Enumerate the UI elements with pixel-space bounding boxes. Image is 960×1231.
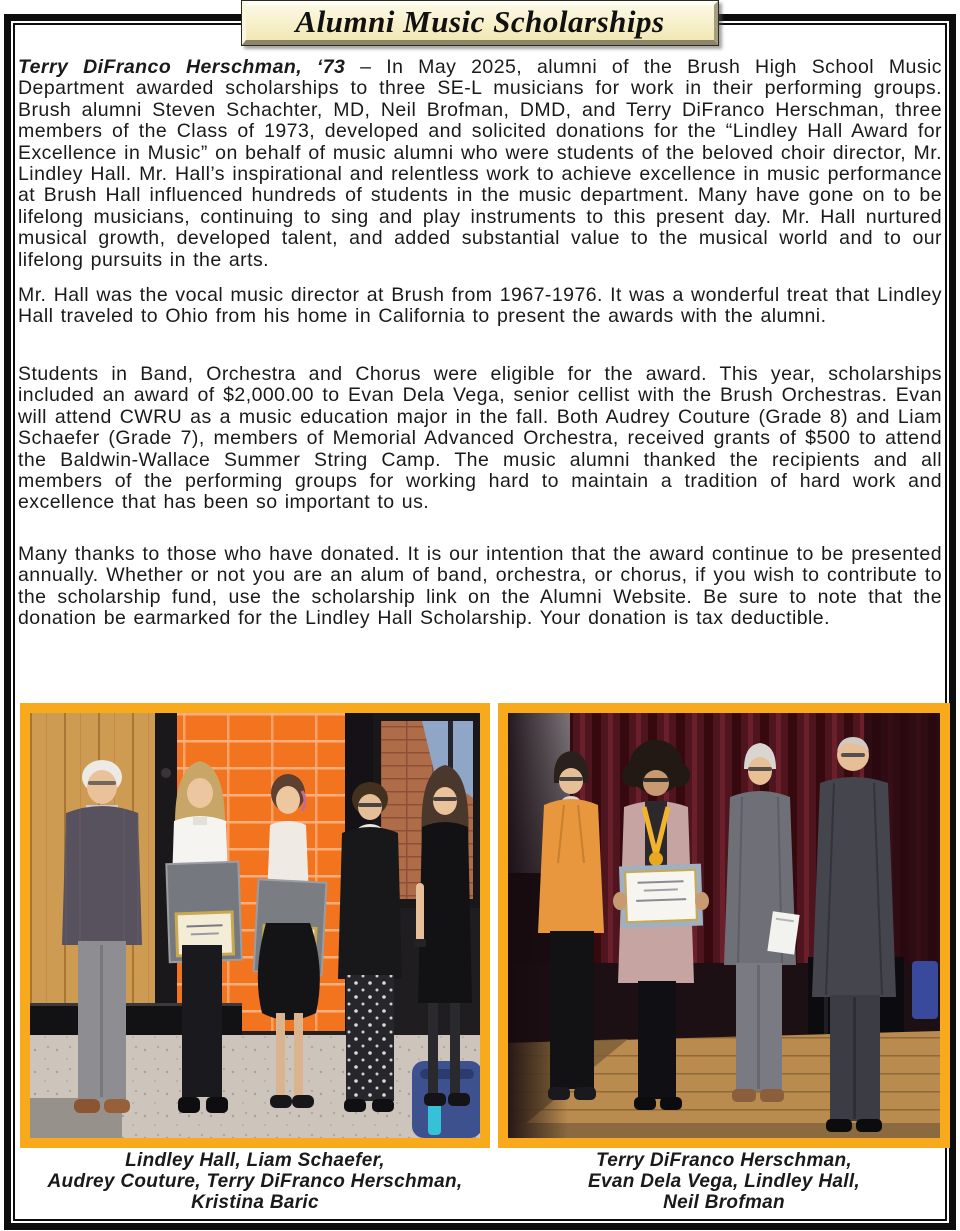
paragraph-awards: Students in Band, Orchestra and Chorus were eligible for the award. This year, scholarships included an award of $2,000.00 to Evan Dela Vega, senior cellist with the Brush Orchestras. Evan will attend CWRU as a music education major in the fall. Both Audrey Couture (Grade 8) and Liam Schaefer (Grade 7), members of Memorial Advanced Orchestra, received grants of $500 to attend the Baldwin-Wallace Summer String Camp. The music alumni thanked the recipients and all members of the performing groups for working hard to maintain a tradition of hard work and excellence that has been so important to us. <box>18 362 942 514</box>
certificate-evan <box>619 864 703 929</box>
byline-lead: Terry DiFranco Herschman, ‘73 <box>18 56 346 78</box>
caption-line: Lindley Hall, Liam Schaefer, <box>125 1150 385 1171</box>
caption-line: Evan Dela Vega, Lindley Hall, <box>588 1171 860 1192</box>
photo-right-stage <box>498 703 950 1148</box>
caption-right-photo <box>498 1150 950 1213</box>
caption-row <box>20 1150 950 1213</box>
left-photo-illustration <box>30 713 480 1138</box>
award-papers <box>767 911 799 954</box>
person-terry-herschman-left <box>338 782 402 1112</box>
paragraph-intro <box>18 57 942 271</box>
caption-line: Audrey Couture, Terry DiFranco Herschman, <box>47 1171 463 1192</box>
page-title: Alumni Music Scholarships <box>295 3 665 39</box>
photo-left-hallway <box>20 703 490 1148</box>
caption-line: Neil Brofman <box>663 1192 785 1213</box>
paragraph-hall-history: Mr. Hall was the vocal music director at Brush from 1967-1976. It was a wonderful treat that Lindley Hall traveled to Ohio from his home in California to present the awards with the alumni. <box>18 284 942 328</box>
title-banner-bevel <box>242 1 718 45</box>
paragraph-intro-text: – In May 2025, alumni of the Brush High School Music Department awarded scholarships to three SE-L musicians for work in their performing groups. Brush alumni Steven Schachter, MD, Neil Brofman, DMD, and Terry DiFranco Herschman, three members of the Class of 1973, developed and solicited donations for the “Lindley Hall Award for Excellence in Music” on behalf of music alumni who were students of the beloved choir director, Mr. Lindley Hall. Mr. Hall’s inspirational and relentless work to achieve excellence in music performance at Brush Hall influenced hundreds of students in the music department. Many have gone on to be lifelong musicians, continuing to sing and play instruments to this present day. Mr. Hall nurtured musical growth, developed talent, and added substantial value to the musical world and to our lifelong pursuits in the arts. <box>18 56 942 271</box>
photo-row <box>20 703 950 1148</box>
caption-line: Terry DiFranco Herschman, <box>596 1150 852 1171</box>
article-body <box>18 57 942 629</box>
caption-left-photo <box>20 1150 490 1213</box>
caption-line: Kristina Baric <box>191 1192 319 1213</box>
right-photo-illustration <box>508 713 940 1138</box>
title-banner <box>241 0 719 46</box>
paragraph-donations: Many thanks to those who have donated. It is our intention that the award continue to be presented annually. Whether or not you are an alum of band, orchestra, or chorus, if you wish to contribute to the scholarship fund, use the scholarship link on the Alumni Website. Be sure to note that the donation be earmarked for the Lindley Hall Scholarship. Your donation is tax deductible. <box>18 542 942 629</box>
